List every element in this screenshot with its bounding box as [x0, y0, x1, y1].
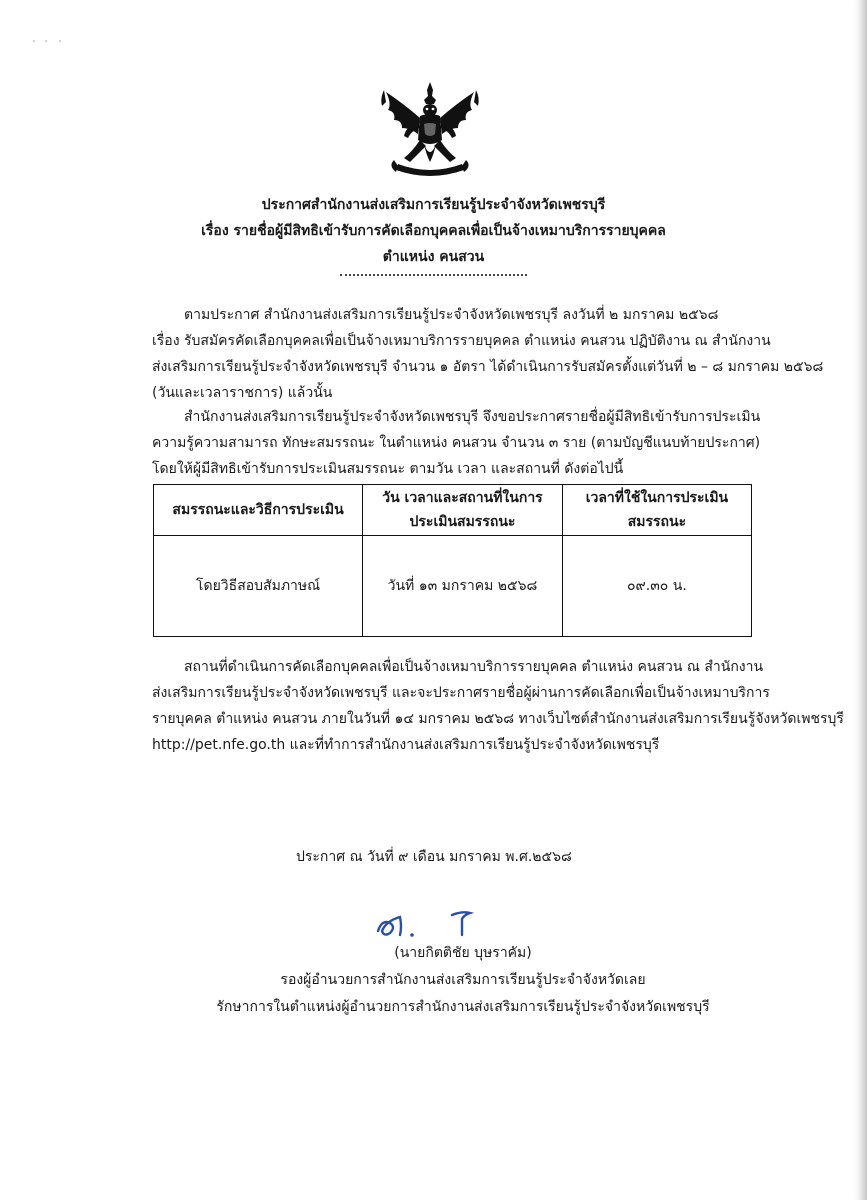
- announcement-subject: เรื่อง รายชื่อผู้มีสิทธิเข้ารับการคัดเลือกบุคคลเพื่อเป็นจ้างเหมาบริการรายบุคคล: [201, 223, 666, 239]
- table-row: [154, 536, 752, 637]
- announcement-header: [120, 192, 747, 270]
- paragraph-line: ส่งเสริมการเรียนรู้ประจำจังหวัดเพชรบุรี จำนวน ๑ อัตรา ได้ดำเนินการรับสมัครตั้งแต่วันที่ ๒ – ๘ มกราคม ๒๕๖๘: [152, 359, 824, 375]
- table-cell-date: วันที่ ๑๓ มกราคม ๒๕๖๘: [363, 536, 563, 637]
- paragraph-location: [152, 654, 844, 758]
- paragraph-reference: [152, 302, 824, 406]
- header-text: เวลาที่ใช้ในการประเมิน: [585, 490, 729, 506]
- handwritten-signature: [372, 905, 482, 941]
- announcement-position: ตำแหน่ง คนสวน: [382, 249, 485, 265]
- signer-name: (นายกิตติชัย บุษราคัม): [394, 945, 532, 961]
- header-text: สมรรถนะ: [627, 514, 687, 530]
- assessment-table: [153, 484, 752, 637]
- table-header-row: [154, 485, 752, 536]
- paragraph-line: ตามประกาศ สำนักงานส่งเสริมการเรียนรู้ประจำจังหวัดเพชรบุรี ลงวันที่ ๒ มกราคม ๒๕๖๘: [184, 307, 719, 323]
- table-header-cell: [154, 485, 363, 536]
- paragraph-line: รายบุคคล ตำแหน่ง คนสวน ภายในวันที่ ๑๔ มกราคม ๒๕๖๘ ทางเว็บไซต์สำนักงานส่งเสริมการเรียนรู้จังหวัดเพชรบุรี: [152, 711, 844, 727]
- signer-acting-title: รักษาการในตำแหน่งผู้อำนวยการสำนักงานส่งเสริมการเรียนรู้ประจำจังหวัดเพชรบุรี: [216, 999, 710, 1015]
- garuda-emblem-icon: [374, 80, 486, 184]
- table-header-cell: [363, 485, 563, 536]
- scan-speck-mark: [32, 38, 72, 44]
- header-text: สมรรถนะและวิธีการประเมิน: [172, 502, 344, 518]
- paragraph-line: สำนักงานส่งเสริมการเรียนรู้ประจำจังหวัดเพชรบุรี จึงขอประกาศรายชื่อผู้มีสิทธิเข้ารับการประเมิน: [184, 409, 761, 425]
- paragraph-line: http://pet.nfe.go.th และที่ทำการสำนักงานส่งเสริมการเรียนรู้ประจำจังหวัดเพชรบุรี: [152, 737, 660, 753]
- paragraph-candidates: [152, 404, 761, 482]
- paragraph-line: ส่งเสริมการเรียนรู้ประจำจังหวัดเพชรบุรี และจะประกาศรายชื่อผู้ผ่านการคัดเลือกเพื่อเป็นจ้างเหมาบริการ: [152, 685, 770, 701]
- header-text: วัน เวลาและสถานที่ในการ: [382, 490, 543, 506]
- announcement-title: ประกาศสำนักงานส่งเสริมการเรียนรู้ประจำจังหวัดเพชรบุรี: [261, 197, 606, 213]
- table-cell-method: โดยวิธีสอบสัมภาษณ์: [154, 536, 363, 637]
- paragraph-line: สถานที่ดำเนินการคัดเลือกบุคคลเพื่อเป็นจ้างเหมาบริการรายบุคคล ตำแหน่ง คนสวน ณ สำนักงาน: [184, 659, 764, 675]
- paragraph-line: โดยให้ผู้มีสิทธิเข้ารับการประเมินสมรรถนะ ตามวัน เวลา และสถานที่ ดังต่อไปนี้: [152, 461, 624, 477]
- paragraph-line: เรื่อง รับสมัครคัดเลือกบุคคลเพื่อเป็นจ้างเหมาบริการรายบุคคล ตำแหน่ง คนสวน ปฏิบัติงาน ณ สำนักงาน: [152, 333, 771, 349]
- signer-title: รองผู้อำนวยการสำนักงานส่งเสริมการเรียนรู้ประจำจังหวัดเลย: [280, 972, 646, 988]
- paragraph-line: (วันและเวลาราชการ) แล้วนั้น: [152, 385, 333, 401]
- paragraph-line: ความรู้ความสามารถ ทักษะสมรรถนะ ในตำแหน่ง คนสวน จำนวน ๓ ราย (ตามบัญชีแนบท้ายประกาศ): [152, 435, 761, 451]
- header-text: ประเมินสมรรถนะ: [409, 514, 516, 530]
- signer-block: [120, 940, 806, 1021]
- announce-date: ประกาศ ณ วันที่ ๙ เดือน มกราคม พ.ศ.๒๕๖๘: [296, 849, 572, 865]
- dotted-divider: [340, 274, 527, 276]
- table-cell-time: ๐๙.๓๐ น.: [562, 536, 751, 637]
- table-header-cell: [562, 485, 751, 536]
